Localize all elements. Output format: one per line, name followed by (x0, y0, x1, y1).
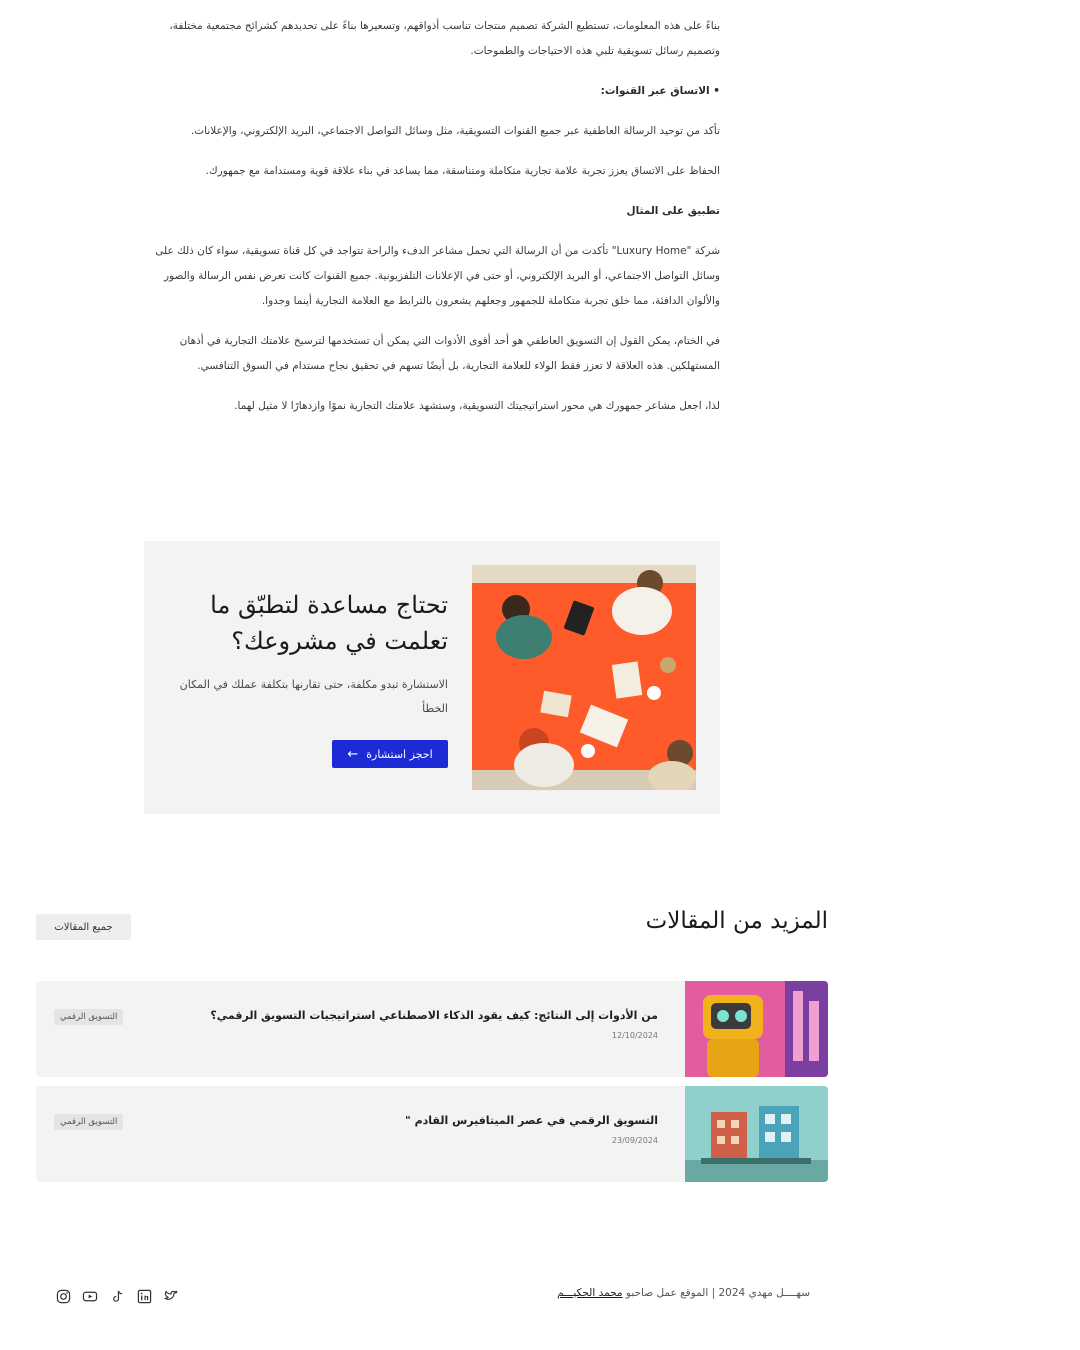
footer-copyright (557, 1287, 810, 1299)
cta-title: تحتاج مساعدة لتطبّق ما تعلمت في مشروعك؟ (210, 591, 448, 655)
article-card-date: 23/09/2024 (611, 1136, 658, 1145)
linkedin-icon[interactable] (135, 1287, 153, 1305)
article-card[interactable] (36, 1086, 828, 1182)
article-subheading: تطبيق على المثال (626, 205, 720, 217)
article-paragraph: بناءً على هذه المعلومات، تستطيع الشركة تصميم منتجات تناسب أذواقهم، وتسعيرها بناءً على تحديدهم كشرائح مجتمعية مختلفة، وتصميم رسائل تسويقية تلبي هذه الاحتياجات والطموحات. (169, 20, 720, 57)
youtube-icon[interactable] (81, 1287, 99, 1305)
robot-thumbnail (685, 981, 828, 1077)
article-card-title: من الأدوات إلى النتائج: كيف يقود الذكاء الاصطناعي استراتيجيات التسويق الرقمي؟ (210, 1009, 658, 1022)
cta-subtitle: الاستشارة تبدو مكلفة، حتى تقارنها بتكلفة عملك في المكان الخطأ (179, 678, 448, 715)
cta-text (170, 587, 448, 721)
footer-author-link[interactable]: محمد الحكيـــم (557, 1287, 623, 1299)
article-card-tag[interactable]: التسويق الرقمي (54, 1114, 123, 1130)
twitter-icon[interactable] (162, 1287, 180, 1305)
book-consultation-label: احجز استشارة (366, 747, 433, 761)
all-articles-button[interactable]: جميع المقالات (36, 914, 131, 940)
article-subheading: • الاتساق عبر القنوات: (600, 85, 720, 97)
article-card-date: 12/10/2024 (611, 1031, 658, 1040)
instagram-icon[interactable] (54, 1287, 72, 1305)
article-card[interactable] (36, 981, 828, 1077)
social-links (54, 1287, 180, 1305)
tiktok-icon[interactable] (108, 1287, 126, 1305)
arrow-left-icon: ← (347, 746, 359, 762)
book-consultation-button[interactable] (332, 740, 448, 768)
article-card-tag[interactable]: التسويق الرقمي (54, 1009, 123, 1025)
consultation-cta (144, 541, 720, 814)
more-articles-title: المزيد من المقالات (645, 908, 828, 934)
footer-copyright-prefix: سهــــل مهدي 2024 | الموقع عمل صاحبو (625, 1287, 810, 1299)
article-card-title: التسويق الرقمي في عصر الميتافيرس القادم " (405, 1114, 658, 1127)
article-body (144, 14, 720, 434)
meeting-illustration (472, 565, 696, 790)
article-paragraph: في الختام، يمكن القول إن التسويق العاطفي هو أحد أقوى الأدوات التي يمكن أن تستخدمها لترسيخ علامتك التجارية في أذهان المستهلكين. هذه العلاقة لا تعزز فقط الولاء للعلامة التجارية، بل أيضًا تسهم في تحقيق نجاح مستدام في السوق التنافسي. (179, 335, 720, 372)
buildings-thumbnail (685, 1086, 828, 1182)
article-paragraph: تأكد من توحيد الرسالة العاطفية عبر جميع القنوات التسويقية، مثل وسائل التواصل الاجتماعي، البريد الإلكتروني، والإعلانات. (190, 125, 720, 137)
article-paragraph: لذا، اجعل مشاعر جمهورك هي محور استراتيجيتك التسويقية، وستشهد علامتك التجارية نموًا وازدهارًا لا مثيل لهما. (234, 400, 720, 412)
meeting-illustration-svg (472, 565, 696, 790)
article-paragraph: الحفاظ على الاتساق يعزز تجربة علامة تجارية متكاملة ومتناسقة، مما يساعد في بناء علاقة قوية ومستدامة مع جمهورك. (205, 165, 720, 177)
article-paragraph: شركة "Luxury Home" تأكدت من أن الرسالة التي تحمل مشاعر الدفء والراحة تتواجد في كل قناة تسويقية، سواء كان ذلك على وسائل التواصل الاجتماعي، أو البريد الإلكتروني، أو حتى في الإعلانات التلفزيونية. جميع القنوات كانت تعرض نفس الرسالة والصور والألوان الدافئة، مما خلق تجربة متكاملة للجمهور وجعلهم يشعرون بالترابط مع العلامة التجارية أينما وجدوا. (155, 245, 720, 307)
